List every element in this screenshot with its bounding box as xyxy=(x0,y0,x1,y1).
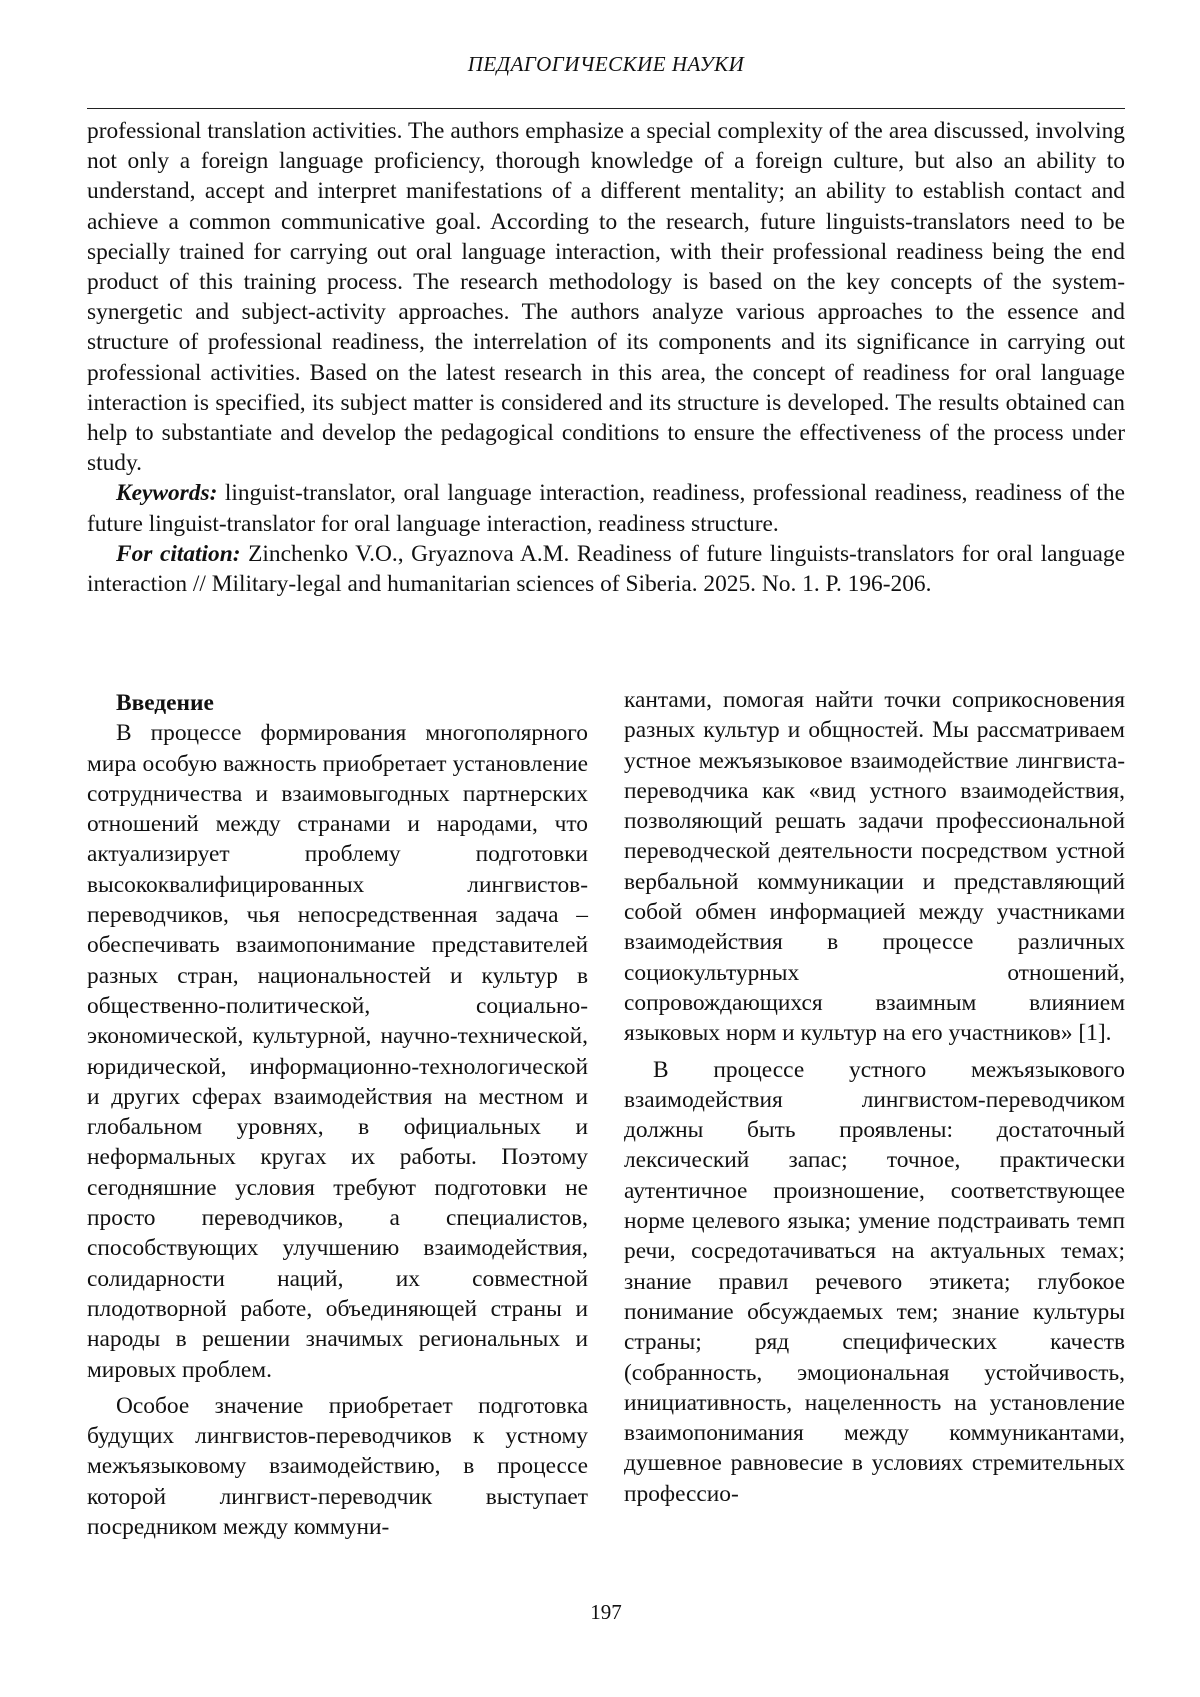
running-header: ПЕДАГОГИЧЕСКИЕ НАУКИ xyxy=(467,52,745,76)
english-abstract xyxy=(87,116,1125,599)
left-column xyxy=(87,688,588,1542)
body-paragraph: В процессе устного межъязыкового взаимодействия лингвистом-переводчиком должны быть проявлены: достаточный лексический запас; точное, практически аутентичное произношение, соответствующее норме целевого языка; умение подстраивать темп речи, сосредотачиваться на актуальных темах; знание правил речевого этикета; глубокое понимание обсуждаемых тем; знание культуры страны; ряд специфических качеств (собранность, эмоциональная устойчивость, инициативность, нацеленность на установление взаимопонимания между коммуникантами, душевное равновесие в условиях стремительных профессио- xyxy=(624,1056,1125,1507)
abstract-body: professional translation activities. The authors emphasize a special complexity of the area discussed, involving not only a foreign language proficiency, thorough knowledge of a foreign culture, but also an ability to understand, accept and interpret manifestations of a different mentality; an ability to establish contact and achieve a common communicative goal. According to the research, future linguists-translators need to be specially trained for carrying out oral language interaction, with their professional readiness being the end product of this training process. The research methodology is based on the key concepts of the system-synergetic and subject-activity approaches. The authors analyze various approaches to the essence and structure of professional readiness, the interrelation of its components and its significance in carrying out professional activities. Based on the latest research in this area, the concept of readiness for oral language interaction is specified, its subject matter is considered and its structure is developed. The results obtained can help to substantiate and develop the pedagogical conditions to ensure the effectiveness of the process under study. xyxy=(87,118,1125,477)
header-rule xyxy=(87,108,1125,109)
right-column xyxy=(624,685,1125,1509)
citation-text: Zinchenko V.O., Gryaznova A.M. Readiness of future linguists-translators for oral language interaction // Military-legal and humanitarian sciences of Siberia. 2025. No. 1. P. 196-206. xyxy=(87,540,1125,598)
section-title: Введение xyxy=(116,690,214,716)
keywords-label: Keywords: xyxy=(116,480,218,507)
keywords-paragraph xyxy=(87,478,1125,538)
body-paragraph: В процессе формирования многополярного мира особую важность приобретает установление сотрудничества и взаимовыгодных партнерских отношений между странами и народами, что актуализирует проблему подготовки высококвалифицированных лингвистов-переводчиков, чья непосредственная задача – обеспечивать взаимопонимание представителей разных стран, национальностей и культур в общественно-политической, социально-экономической, культурной, научно-технической, юридической, информационно-технологической и других сферах взаимодействия на местном и глобальном уровнях, в официальных и неформальных кругах их работы. Поэтому сегодняшние условия требуют подготовки не просто переводчиков, а специалистов, способствующих улучшению взаимодействия, солидарности наций, их совместной плодотворной работе, объединяющей страны и народы в решении значимых региональных и мировых проблем. xyxy=(87,720,588,1383)
body-paragraph: кантами, помогая найти точки соприкосновения разных культур и общностей. Мы рассматриваем устное межъязыковое взаимодействие лингвиста-переводчика как «вид устного взаимодействия, позволяющий решать задачи профессиональной переводческой деятельности посредством устной вербальной коммуникации и представляющий собой обмен информацией между участниками взаимодействия в процессе различных социокультурных отношений, сопровождающихся взаимным влиянием языковых норм и культур на его участников» [1]. xyxy=(624,687,1125,1047)
body-paragraph: Особое значение приобретает подготовка будущих лингвистов-переводчиков к устному межъязыковому взаимодействию, в процессе которой лингвист-переводчик выступает посредником между коммуни- xyxy=(87,1392,588,1541)
page-number: 197 xyxy=(590,1600,622,1624)
citation-paragraph xyxy=(87,539,1125,599)
citation-label: For citation: xyxy=(116,540,241,567)
keywords-text: linguist-translator, oral language interaction, readiness, professional readiness, readiness of the future linguist-translator for oral language interaction, readiness structure. xyxy=(87,480,1125,537)
